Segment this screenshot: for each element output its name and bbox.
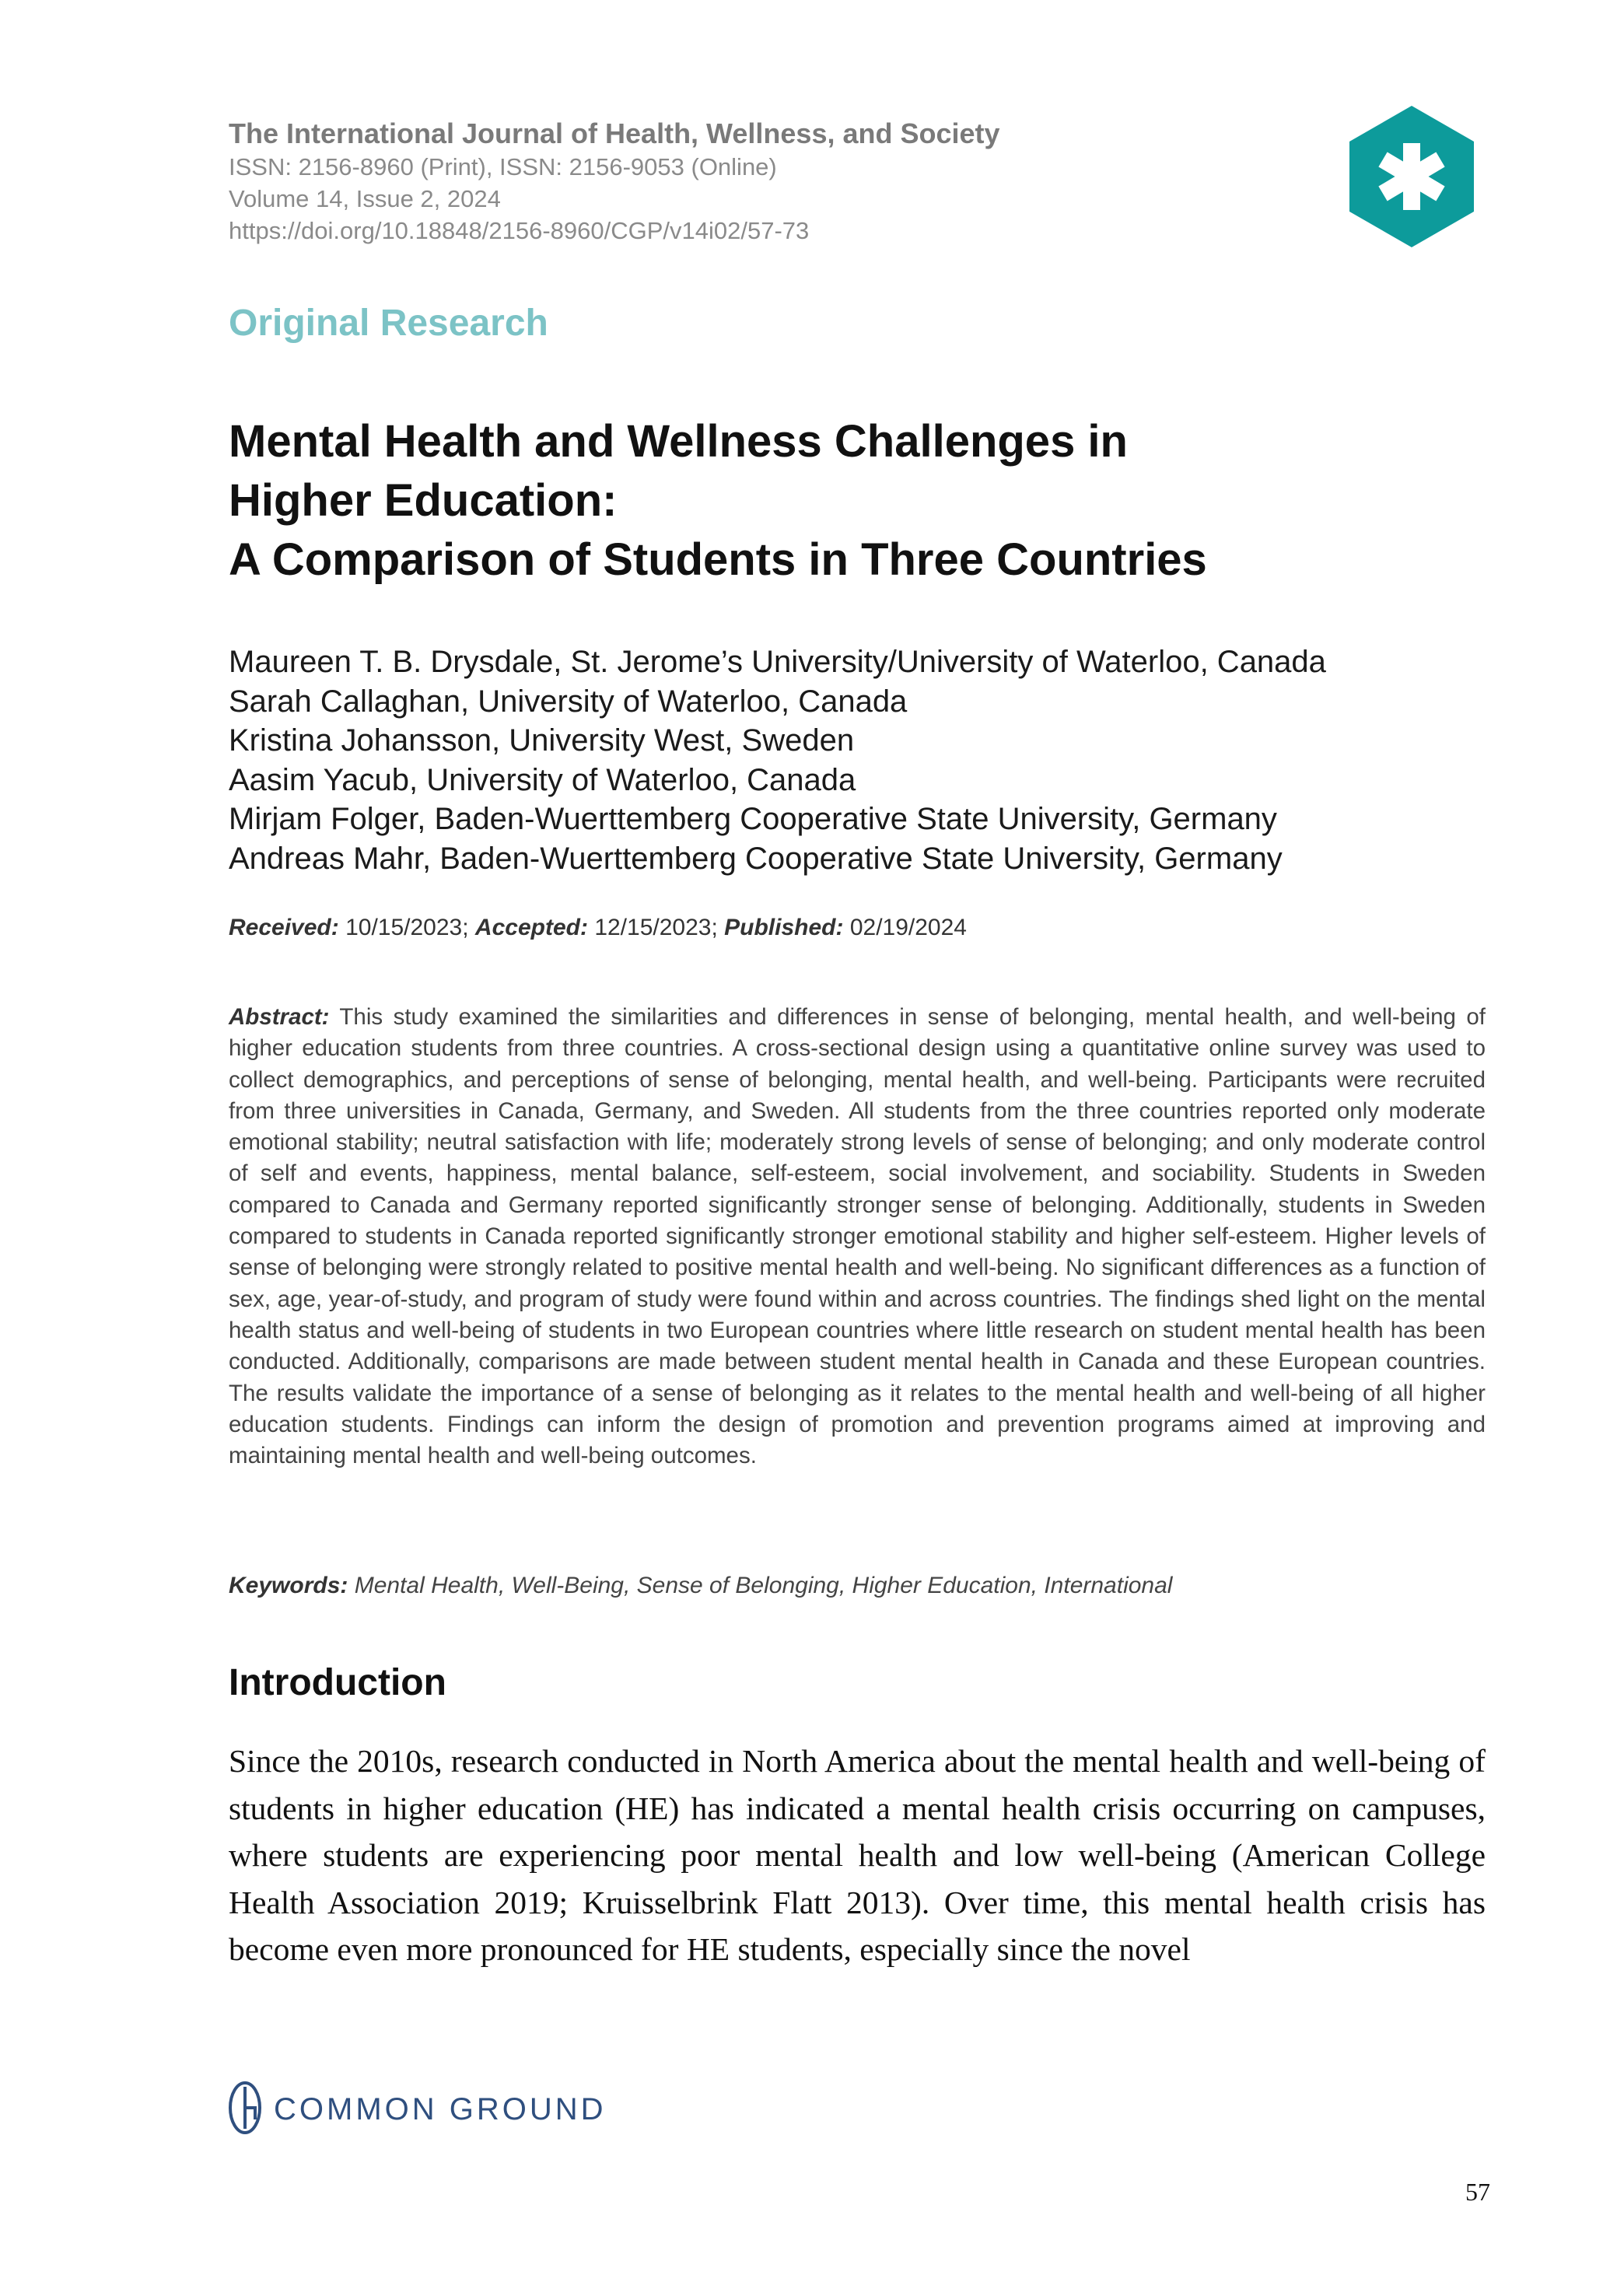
journal-title: The International Journal of Health, Wellness, and Society — [229, 117, 1000, 149]
accepted-date: 12/15/2023; — [594, 915, 718, 940]
section-label: Original Research — [229, 303, 548, 344]
author-list — [229, 642, 1326, 878]
journal-issn: ISSN: 2156-8960 (Print), ISSN: 2156-9053 (Online) — [229, 153, 777, 180]
received-date: 10/15/2023; — [345, 915, 469, 940]
title-line-2: Higher Education: — [229, 475, 618, 526]
received-label: Received: — [229, 915, 339, 940]
page-number: 57 — [1465, 2178, 1490, 2206]
introduction-heading: Introduction — [229, 1662, 446, 1703]
title-line-3: A Comparison of Students in Three Countries — [229, 534, 1207, 585]
title-line-1: Mental Health and Wellness Challenges in — [229, 416, 1128, 467]
keywords-label: Keywords: — [229, 1573, 348, 1598]
journal-header — [229, 117, 1240, 247]
published-label: Published: — [724, 915, 844, 940]
abstract — [229, 1002, 1486, 1472]
accepted-label: Accepted: — [474, 915, 588, 940]
publisher-name: COMMON GROUND — [274, 2091, 607, 2126]
publisher-logo — [227, 2078, 607, 2140]
article-dates — [229, 915, 967, 941]
introduction-paragraph: Since the 2010s, research conducted in North America about the mental health and well-being of students in higher education (HE) has indicated a mental health crisis occurring on campuses, where students are experiencing poor mental health and low well-being (American College Health Association 2019; Kruisselbrink Flatt 2013). Over time, this mental health crisis has become even more pronounced for HE students, especially since the novel — [229, 1743, 1486, 1967]
author: Maureen T. B. Drysdale, St. Jerome’s University/University of Waterloo, Canada — [229, 645, 1326, 679]
journal-doi[interactable]: https://doi.org/10.18848/2156-8960/CGP/v14i02/57-73 — [229, 217, 810, 244]
author: Mirjam Folger, Baden-Wuerttemberg Cooperative State University, Germany — [229, 802, 1277, 836]
abstract-text: This study examined the similarities and differences in sense of belonging, mental health, and well-being of higher education students from three countries. A cross-sectional design using a quantitative online survey was used to collect demographics, and perceptions of sense of belonging, mental health, and well-being. Participants were recruited from three universities in Canada, Germany, and Sweden. All students from the three countries reported only moderate emotional stability; neutral satisfaction with life; moderately strong levels of sense of belonging; and only moderate control of self and events, happiness, mental balance, self-esteem, social involvement, and sociability. Students in Sweden compared to Canada and Germany reported significantly stronger sense of belonging. Additionally, students in Sweden compared to students in Canada reported significantly stronger emotional stability and higher self-esteem. Higher levels of sense of belonging were strongly related to positive mental health and well-being. No significant differences as a function of sex, age, year-of-study, and program of study were found within and across countries. The findings shed light on the mental health status and well-being of students in two European countries where little research on student mental health has been conducted. Additionally, comparisons are made between student mental health in Canada and these European countries. The results validate the importance of a sense of belonging as it relates to the mental health and well-being of all higher education students. Findings can inform the design of promotion and prevention programs aimed at improving and maintaining mental health and well-being outcomes. — [229, 1004, 1486, 1469]
author: Kristina Johansson, University West, Sweden — [229, 723, 855, 758]
hexagon-asterisk-icon — [1348, 104, 1475, 249]
keywords — [229, 1573, 1172, 1599]
common-ground-emblem-icon — [227, 2081, 263, 2139]
author: Andreas Mahr, Baden-Wuerttemberg Cooperative State University, Germany — [229, 841, 1283, 876]
article-title — [229, 412, 1504, 590]
published-date: 02/19/2024 — [849, 915, 967, 940]
keywords-text: Mental Health, Well-Being, Sense of Belonging, Higher Education, International — [354, 1573, 1173, 1598]
abstract-label: Abstract: — [229, 1004, 330, 1030]
journal-volume: Volume 14, Issue 2, 2024 — [229, 185, 501, 212]
author: Aasim Yacub, University of Waterloo, Canada — [229, 762, 856, 797]
author: Sarah Callaghan, University of Waterloo, Canada — [229, 684, 908, 719]
